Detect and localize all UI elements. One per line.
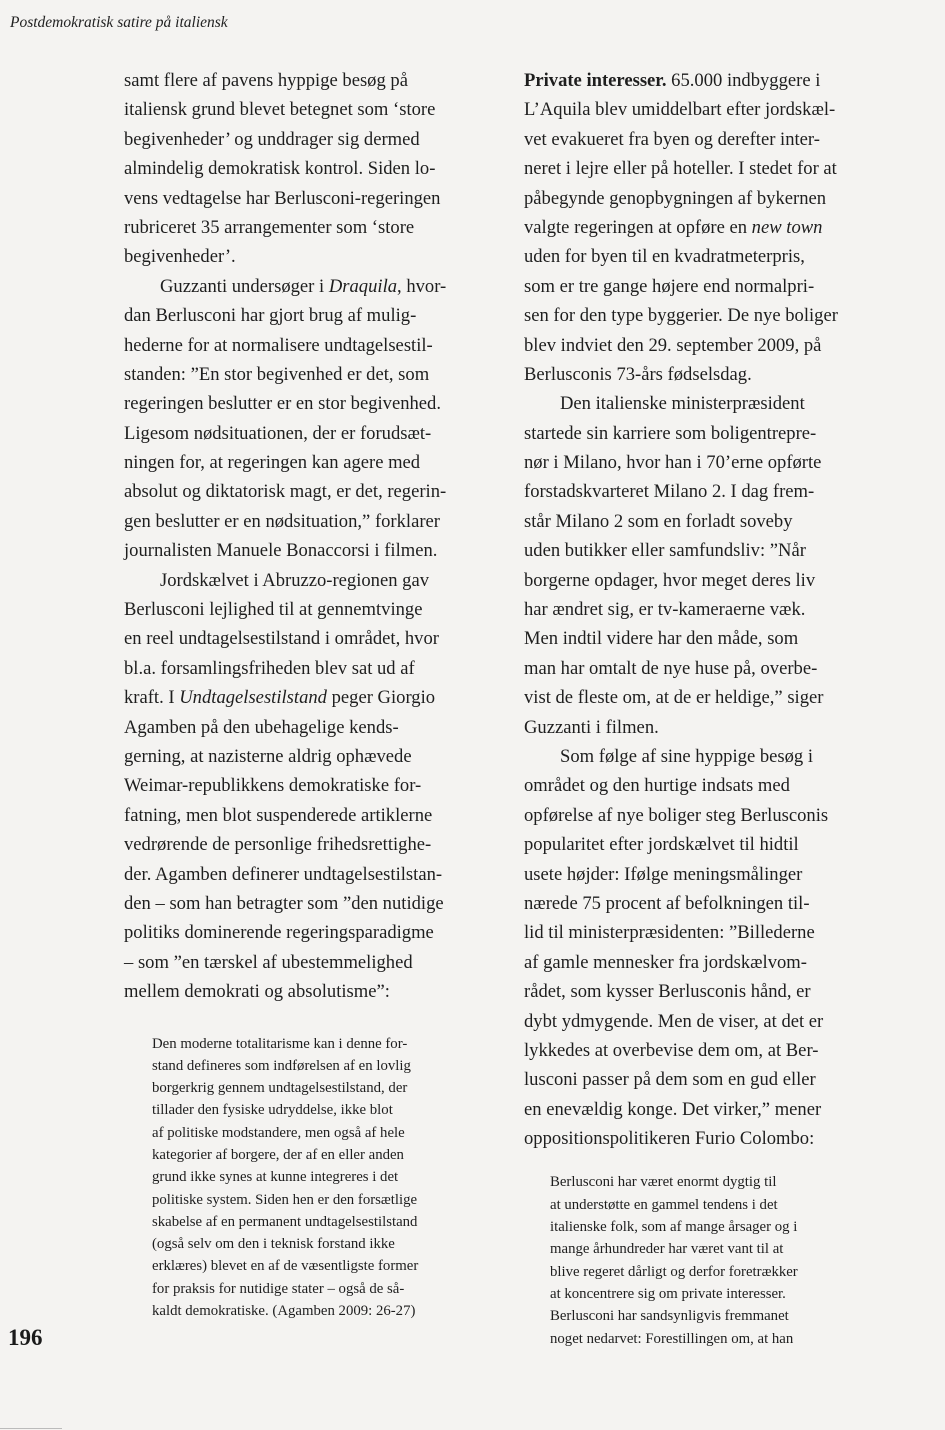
text-line: dybt ydmygende. Men de viser, at det er xyxy=(524,1010,824,1032)
quote-line: Berlusconi har været enormt dygtig til xyxy=(550,1174,777,1191)
left-body-text xyxy=(124,66,504,1007)
italic-title: new town xyxy=(751,216,823,238)
text-line: Guzzanti i filmen. xyxy=(524,716,659,738)
text-line: begivenheder’ og unddrager sig dermed xyxy=(124,128,420,150)
text-line: vedrørende de personlige frihedsrettighe- xyxy=(124,834,432,856)
text-line: nør i Milano, hvor han i 70’erne opførte xyxy=(524,452,822,474)
text-line: popularitet efter jordskælvet til hidtil xyxy=(524,834,799,856)
bottom-rule xyxy=(0,1428,62,1429)
text-line: regeringen beslutter er en stor begivenhed. xyxy=(124,393,442,415)
quote-line: (også selv om den i teknisk forstand ikke xyxy=(152,1236,395,1253)
text-span: Guzzanti undersøger i xyxy=(160,275,329,297)
text-line: Som følge af sine hyppige besøg i xyxy=(560,745,814,767)
text-line: der. Agamben definerer undtagelsestilstan- xyxy=(124,863,443,885)
text-line: Ligesom nødsituationen, der er forudsæt- xyxy=(124,422,432,444)
text-line: borgerne opdager, hvor meget deres liv xyxy=(524,569,816,591)
text-line: ningen for, at regeringen kan agere med xyxy=(124,452,421,474)
text-line: samt flere af pavens hyppige besøg på xyxy=(124,70,408,91)
quote-line: blive regeret dårligt og derfor foretrækker xyxy=(550,1263,798,1280)
text-line: politiks dominerende regeringsparadigme xyxy=(124,922,434,944)
text-line: rubriceret 35 arrangementer som ‘store xyxy=(124,216,415,238)
quote-line: Den moderne totalitarisme kan i denne for- xyxy=(152,1035,408,1052)
text-line: en reel undtagelsestilstand i området, hvor xyxy=(124,628,439,650)
italic-title: Undtagelsestilstand xyxy=(179,687,327,709)
quote-line: italienske folk, som af mange årsager og i xyxy=(550,1219,798,1236)
colombo-block-quote xyxy=(524,1171,909,1349)
text-span: kraft. I xyxy=(124,687,180,709)
text-line: gerning, at nazisterne aldrig ophævede xyxy=(124,745,412,767)
text-line: man har omtalt de nye huse på, overbe- xyxy=(524,657,818,679)
right-body-text xyxy=(524,66,909,1153)
text-line: lid til ministerpræsidenten: ”Billederne xyxy=(524,922,815,944)
quote-line: kaldt demokratiske. (Agamben 2009: 26-27) xyxy=(152,1303,416,1320)
quote-line: Berlusconi har sandsynligvis fremmanet xyxy=(550,1308,789,1325)
section-heading: Private interesser. xyxy=(524,70,667,91)
text-span: 65.000 indbyggere i xyxy=(666,70,821,91)
quote-line: politiske system. Siden hen er den forsætlige xyxy=(152,1191,418,1208)
text-line: sen for den type byggerier. De nye boliger xyxy=(524,305,838,327)
quote-line: at understøtte en gammel tendens i det xyxy=(550,1196,778,1213)
text-line: usete højder: Ifølge meningsmålinger xyxy=(524,863,803,885)
left-column xyxy=(124,66,504,1322)
right-column xyxy=(524,66,909,1350)
text-line: fatning, men blot suspenderede artiklerne xyxy=(124,804,433,826)
text-line: L’Aquila blev umiddelbart efter jordskæl- xyxy=(524,99,836,121)
text-line xyxy=(124,272,504,301)
text-line: standen: ”En stor begivenhed er det, som xyxy=(124,363,430,385)
text-line: hederne for at normalisere undtagelsestil- xyxy=(124,334,433,356)
text-line xyxy=(124,683,504,712)
text-line: påbegynde genopbygningen af bykernen xyxy=(524,187,827,209)
text-line: af gamle mennesker fra jordskælvom- xyxy=(524,951,807,973)
text-line: almindelig demokratisk kontrol. Siden lo- xyxy=(124,158,436,180)
running-head: Postdemokratisk satire på italiensk xyxy=(10,14,228,31)
text-line: absolut og diktatorisk magt, er det, regerin- xyxy=(124,481,447,503)
text-line: mellem demokrati og absolutisme”: xyxy=(124,981,390,1003)
text-line: vist de fleste om, at de er heldige,” siger xyxy=(524,687,824,709)
text-line: Berlusconis 73-års fødselsdag. xyxy=(524,363,752,385)
text-line: Jordskælvet i Abruzzo-regionen gav xyxy=(160,569,430,591)
text-line: bl.a. forsamlingsfriheden blev sat ud af xyxy=(124,657,415,679)
quote-line: af politiske modstandere, men også af hele xyxy=(152,1124,405,1141)
text-line: oppositionspolitikeren Furio Colombo: xyxy=(524,1128,815,1150)
text-span: , hvor- xyxy=(397,275,447,297)
text-line: begivenheder’. xyxy=(124,246,236,268)
text-line: Weimar-republikkens demokratiske for- xyxy=(124,775,422,797)
text-line: gen beslutter er en nødsituation,” forklarer xyxy=(124,510,440,532)
quote-line: borgerkrig gennem undtagelsestilstand, der xyxy=(152,1080,408,1097)
text-line: uden for byen til en kvadratmeterpris, xyxy=(524,246,805,268)
text-line: Agamben på den ubehagelige kends- xyxy=(124,716,399,738)
quote-line: stand defineres som indførelsen af en lovlig xyxy=(152,1057,411,1074)
text-span: valgte regeringen at opføre en xyxy=(524,216,752,238)
text-line: området og den hurtige indsats med xyxy=(524,775,790,797)
text-line: som er tre gange højere end normalpri- xyxy=(524,275,815,297)
text-line: blev indviet den 29. september 2009, på xyxy=(524,334,822,356)
quote-line: mange århundreder har været vant til at xyxy=(550,1241,784,1258)
text-line: Berlusconi lejlighed til at gennemtvinge xyxy=(124,599,423,621)
text-line: har ændret sig, er tv-kameraerne væk. xyxy=(524,599,806,621)
agamben-block-quote xyxy=(124,1033,504,1323)
quote-line: erklæres) blevet en af de væsentligste former xyxy=(152,1258,419,1275)
text-line: nærede 75 procent af befolkningen til- xyxy=(524,892,810,914)
text-line: vet evakueret fra byen og derefter inter- xyxy=(524,128,820,150)
text-line: den – som han betragter som ”den nutidige xyxy=(124,892,444,914)
quote-line: grund ikke synes at kunne integreres i det xyxy=(152,1169,399,1186)
page-number: 196 xyxy=(8,1325,43,1350)
text-line xyxy=(524,66,909,95)
quote-line: kategorier af borgere, der af en eller anden xyxy=(152,1146,404,1163)
text-line: rådet, som kysser Berlusconis hånd, er xyxy=(524,981,811,1003)
text-line: lykkedes at overbevise dem om, at Ber- xyxy=(524,1039,819,1061)
italic-title: Draquila xyxy=(328,275,398,297)
text-span: peger Giorgio xyxy=(326,687,436,709)
text-line: – som ”en tærskel af ubestemmelighed xyxy=(124,951,413,973)
text-line: forstadskvarteret Milano 2. I dag frem- xyxy=(524,481,815,503)
quote-line: skabelse af en permanent undtagelsestilstand xyxy=(152,1213,418,1230)
text-line: en enevældig konge. Det virker,” mener xyxy=(524,1098,822,1120)
quote-line: for praksis for nutidige stater – også de så- xyxy=(152,1280,405,1297)
text-line: uden butikker eller samfundsliv: ”Når xyxy=(524,540,806,562)
text-line: neret i lejre eller på hoteller. I stedet for at xyxy=(524,158,837,180)
text-line: opførelse af nye boliger steg Berlusconis xyxy=(524,804,829,826)
text-line: dan Berlusconi har gjort brug af mulig- xyxy=(124,305,417,327)
text-line: Men indtil videre har den måde, som xyxy=(524,628,799,650)
text-line xyxy=(524,213,909,242)
text-line: vens vedtagelse har Berlusconi-regeringen xyxy=(124,187,441,209)
text-line: står Milano 2 som en forladt soveby xyxy=(524,510,793,532)
text-line: startede sin karriere som boligentrepre- xyxy=(524,422,817,444)
text-line: italiensk grund blevet betegnet som ‘store xyxy=(124,99,436,121)
quote-line: at koncentrere sig om private interesser. xyxy=(550,1285,786,1302)
quote-line: noget nedarvet: Forestillingen om, at han xyxy=(550,1330,794,1347)
text-line: journalisten Manuele Bonaccorsi i filmen. xyxy=(124,540,438,562)
text-line: Den italienske ministerpræsident xyxy=(560,393,805,415)
text-line: lusconi passer på dem som en gud eller xyxy=(524,1069,816,1091)
quote-line: tillader den fysiske udryddelse, ikke blot xyxy=(152,1102,393,1119)
